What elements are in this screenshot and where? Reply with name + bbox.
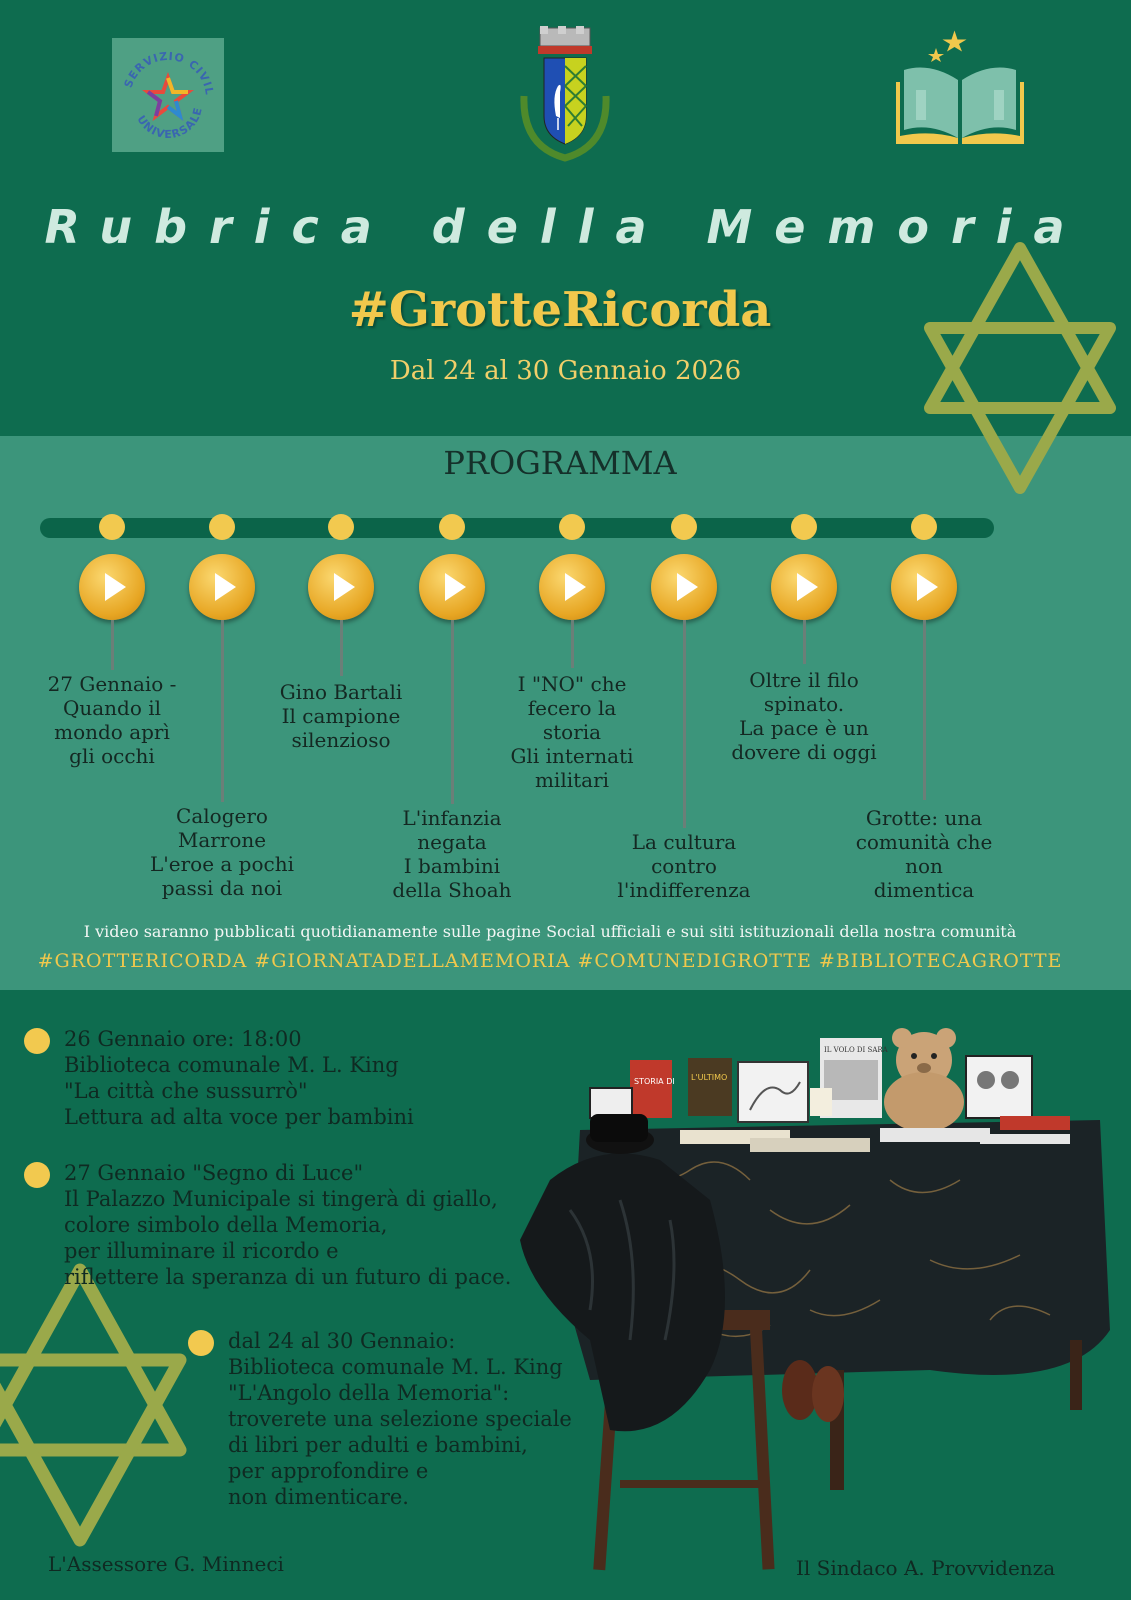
hashtag-list: #GROTTERICORDA #GIORNATADELLAMEMORIA #COMUNEDIGROTTE #BIBLIOTECAGROTTE [37, 950, 1063, 972]
timeline-label: La cultura contro l'indifferenza [617, 830, 751, 902]
book-title: L'ULTIMO [691, 1073, 728, 1082]
memory-corner-photo [510, 1010, 1110, 1590]
timeline-stem [683, 620, 686, 828]
timeline-label: I "NO" che fecero la storia Gli internati militari [510, 672, 634, 792]
timeline-label: Oltre il filo spinato. La pace è un dovere di oggi [731, 668, 877, 764]
timeline-dot [99, 514, 125, 540]
timeline-stem [340, 620, 343, 676]
timeline-label: 27 Gennaio - Quando il mondo aprì gli occhi [47, 672, 177, 768]
open-book-icon [890, 26, 1030, 150]
event-bullet [24, 1028, 50, 1054]
publication-notice: I video saranno pubblicati quotidianamente sulle pagine Social ufficiali e sui siti istituzionali della nostra comunità [83, 922, 1017, 941]
timeline-label: L'infanzia negata I bambini della Shoah [392, 806, 512, 902]
timeline-label: Grotte: una comunità che non dimentica [855, 806, 993, 902]
municipal-crest [512, 26, 632, 166]
play-button-icon[interactable] [539, 554, 605, 620]
timeline-stem [451, 620, 454, 804]
timeline-label: Calogero Marrone L'eroe a pochi passi da noi [149, 804, 294, 900]
svg-text:SERVIZIO CIVILE: SERVIZIO CIVIL [121, 49, 217, 97]
event-bullet [188, 1330, 214, 1356]
play-button-icon[interactable] [891, 554, 957, 620]
event-bullet [24, 1162, 50, 1188]
timeline-stem [571, 620, 574, 668]
event-segno-di-luce: 27 Gennaio "Segno di Luce" Il Palazzo Municipale si tingerà di giallo, colore simbolo della Memoria, per illuminare il ricordo e riflettere la speranza di un futuro di pace. [64, 1161, 512, 1289]
event-angolo-memoria: dal 24 al 30 Gennaio: Biblioteca comunale M. L. King "L'Angolo della Memoria": troverete una selezione speciale di libri per adulti e bambini, per approfondire e non dimenticare. [228, 1329, 572, 1509]
timeline-stem [221, 620, 224, 802]
play-button-icon[interactable] [651, 554, 717, 620]
play-button-icon[interactable] [419, 554, 485, 620]
play-button-icon[interactable] [308, 554, 374, 620]
timeline-dot [439, 514, 465, 540]
timeline-dot [328, 514, 354, 540]
svg-text:UNIVERSALE: UNIVERSALE [134, 105, 205, 142]
event-reading: 26 Gennaio ore: 18:00 Biblioteca comunale M. L. King "La città che sussurrò" Lettura ad alta voce per bambini [64, 1027, 414, 1129]
play-button-icon[interactable] [79, 554, 145, 620]
star-of-david-icon [0, 1260, 210, 1550]
programma-heading: PROGRAMMA [443, 444, 677, 482]
play-button-icon[interactable] [189, 554, 255, 620]
assessore-signature: L'Assessore G. Minneci [48, 1552, 284, 1576]
event-dates: Dal 24 al 30 Gennaio 2026 [389, 356, 742, 386]
timeline-dot [911, 514, 937, 540]
timeline-stem [111, 620, 114, 670]
timeline-dot [791, 514, 817, 540]
poster-title: Rubrica della Memoria [44, 200, 1087, 254]
timeline-dot [671, 514, 697, 540]
timeline-dot [559, 514, 585, 540]
servizio-civile-logo [112, 38, 224, 152]
timeline-stem [803, 620, 806, 664]
timeline-dot [209, 514, 235, 540]
hashtag-title: #GrotteRicorda [348, 282, 772, 338]
timeline-label: Gino Bartali Il campione silenzioso [279, 680, 403, 752]
timeline-bar [40, 518, 994, 538]
book-title: STORIA DI [634, 1077, 675, 1086]
sindaco-signature: Il Sindaco A. Provvidenza [796, 1556, 1056, 1580]
timeline-stem [923, 620, 926, 800]
book-title: IL VOLO DI SARA [824, 1046, 888, 1054]
play-button-icon[interactable] [771, 554, 837, 620]
